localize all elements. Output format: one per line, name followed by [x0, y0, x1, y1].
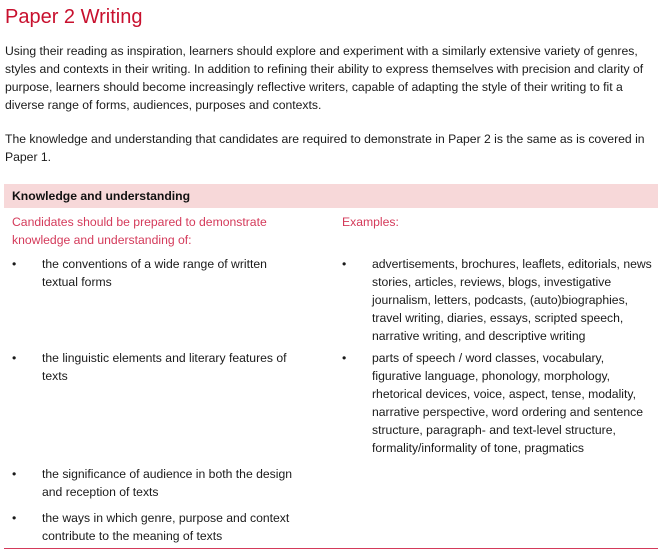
second-paragraph: The knowledge and understanding that candidates are required to demonstrate in Paper 2 is the same as is covered in Paper 1. [5, 132, 645, 164]
right-column-heading: Examples: [342, 215, 399, 229]
right-list-item-text: parts of speech / word classes, vocabulary, figurative language, phonology, morphology, rhetorical devices, voice, aspect, tense, modality, narrative perspective, word ordering and sentence structure, paragraph- and text-level structure, formality/informality of tone, pragmatics [372, 351, 643, 455]
left-list-item-text: the conventions of a wide range of written textual forms [42, 257, 267, 289]
bullet-icon: • [342, 351, 347, 365]
left-list-item-text: the ways in which genre, purpose and context contribute to the meaning of texts [42, 511, 290, 543]
knowledge-table [4, 184, 658, 550]
left-list-item-text: the significance of audience in both the design and reception of texts [42, 467, 293, 499]
bullet-icon: • [12, 467, 17, 481]
bullet-icon: • [12, 257, 17, 271]
left-column-heading: Candidates should be prepared to demonstrate knowledge and understanding of: [12, 215, 267, 247]
intro-paragraph: Using their reading as inspiration, learners should explore and experiment with a similarly extensive variety of genres, styles and contexts in their writing. In addition to refining their ability to express themselves with precision and clarity of purpose, learners should become increasingly reflective writers, capable of adapting the style of their writing to fit a diverse range of forms, audiences, purposes and contexts. [5, 44, 644, 112]
bullet-icon: • [12, 511, 17, 525]
right-list-item-text: advertisements, brochures, leaflets, editorials, news stories, articles, reviews, blogs, investigative journalism, letters, podcasts, (auto)biographies, travel writing, diaries, essays, scripted speech, narrative writing, and descriptive writing [372, 257, 652, 343]
table-header [4, 184, 658, 208]
table-heading: Knowledge and understanding [12, 189, 191, 203]
bullet-icon: • [342, 257, 347, 271]
bullet-icon: • [12, 351, 17, 365]
left-list-item-text: the linguistic elements and literary features of texts [42, 351, 287, 383]
table-bottom-rule [4, 548, 658, 549]
page-title: Paper 2 Writing [5, 6, 143, 28]
